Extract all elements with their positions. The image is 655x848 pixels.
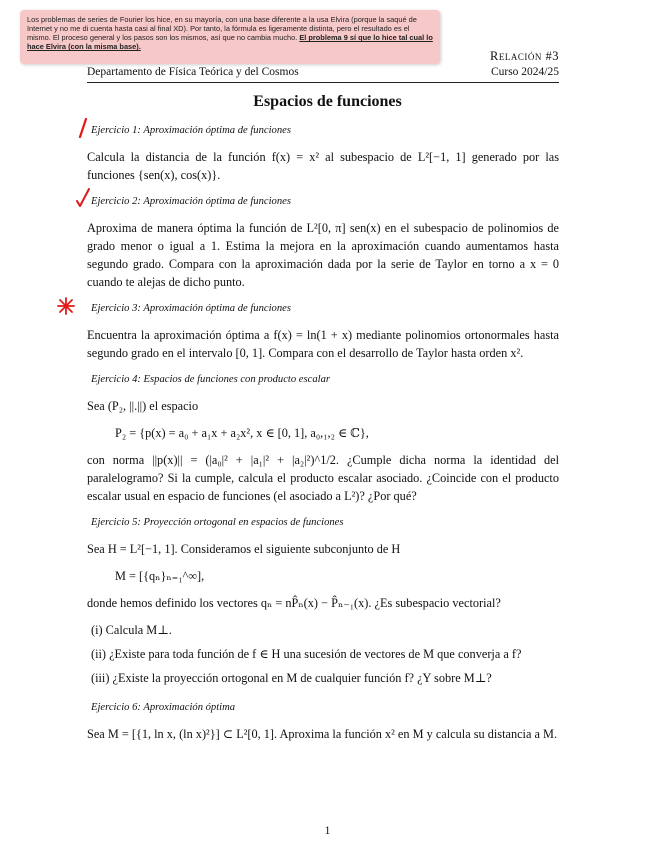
header-rule xyxy=(87,82,559,83)
exercise-5-text: donde hemos definido los vectores qₙ = nP̂ₙ(x) − P̂ₙ₋₁(x). ¿Es subespacio vectorial? xyxy=(87,596,501,610)
exercise-5-display: M = [{qₙ}ₙ₌₁^∞], xyxy=(115,569,205,583)
annotation-note xyxy=(20,10,440,64)
exercise-3-heading: Ejercicio 3: Aproximación óptima de funciones xyxy=(91,300,559,318)
exercise-1-heading: Ejercicio 1: Aproximación óptima de funciones xyxy=(91,122,559,140)
red-check-icon xyxy=(77,118,89,138)
exercise-6-heading: Ejercicio 6: Aproximación óptima xyxy=(91,702,236,713)
relation-label: Relación #3 xyxy=(490,49,559,63)
exercise-2-heading: Ejercicio 2: Aproximación óptima de funciones xyxy=(91,193,559,211)
red-star-icon xyxy=(57,297,75,315)
note-bold-text: El problema 9 sí que lo hice tal cual lo hace Elvira (con la misma base). xyxy=(27,33,433,52)
red-check-icon xyxy=(75,188,91,208)
exercise-3-text: Encuentra la aproximación óptima a f(x) = ln(1 + x) mediante polinomios ortonormales hasta segundo grado en el intervalo [0, 1]. Compara con el desarrollo de Taylor hasta orden x². xyxy=(87,328,559,360)
note-text: Los problemas de series de Fourier los hice, en su mayoría, con una base diferente a la usa Elvira (porque la saqué de Internet y no me di cuenta hasta casi al final XD). Por tanto, la fórmula es ligeramente distinta, pero el resultado es el mismo. El proceso general y los pasos son los mismos, así que no cambia mucho. xyxy=(27,15,417,43)
exercise-4-text: con norma ||p(x)|| = (|a₀|² + |a₁|² + |a₂|²)^1/2. ¿Cumple dicha norma la identidad del paralelogramo? Si la cumple, calcula el producto escalar asociado. ¿Coincide con el producto escalar usual en espacio de funciones (el asociado a L²)? ¿Por qué? xyxy=(87,453,559,503)
course: Curso 2024/25 xyxy=(490,66,559,78)
exercise-5-item-2: (ii) ¿Existe para toda función de f ∈ H una sucesión de vectores de M que converja a f? xyxy=(91,647,522,661)
page-number: 1 xyxy=(324,825,331,837)
page-title: Espacios de funciones xyxy=(253,93,402,110)
exercise-5-heading: Ejercicio 5: Proyección ortogonal en espacios de funciones xyxy=(91,517,344,528)
department: Departamento de Física Teórica y del Cosmos xyxy=(87,66,299,78)
exercise-list xyxy=(87,122,559,752)
exercise-6-text: Sea M = [{1, ln x, (ln x)²}] ⊂ L²[0, 1]. Aproxima la función x² en M y calcula su distancia a M. xyxy=(87,727,558,741)
exercise-4-display: P₂ = {p(x) = a₀ + a₁x + a₂x², x ∈ [0, 1], a₀,₁,₂ ∈ ℂ}, xyxy=(115,426,369,440)
exercise-5-item-3: (iii) ¿Existe la proyección ortogonal en M de cualquier función f? ¿Y sobre M⊥? xyxy=(91,671,492,685)
exercise-4-intro: Sea (P₂, ||.||) el espacio xyxy=(87,399,199,413)
exercise-5-item-1: (i) Calcula M⊥. xyxy=(91,623,172,637)
exercise-1-text: Calcula la distancia de la función f(x) = x² al subespacio de L²[−1, 1] generado por las funciones {sen(x), cos(x)}. xyxy=(87,150,559,182)
exercise-5-intro: Sea H = L²[−1, 1]. Consideramos el siguiente subconjunto de H xyxy=(87,542,401,556)
exercise-4-heading: Ejercicio 4: Espacios de funciones con producto escalar xyxy=(91,374,330,385)
exercise-2-text: Aproxima de manera óptima la función de L²[0, π] sen(x) en el subespacio de polinomios de grado menor o igual a 1. Estima la mejora en la aproximación cuando aumentamos hasta segundo grado. Compara con la aproximación dada por la serie de Taylor en torno a x = 0 cuando te alejas de dicho punto. xyxy=(87,221,559,289)
